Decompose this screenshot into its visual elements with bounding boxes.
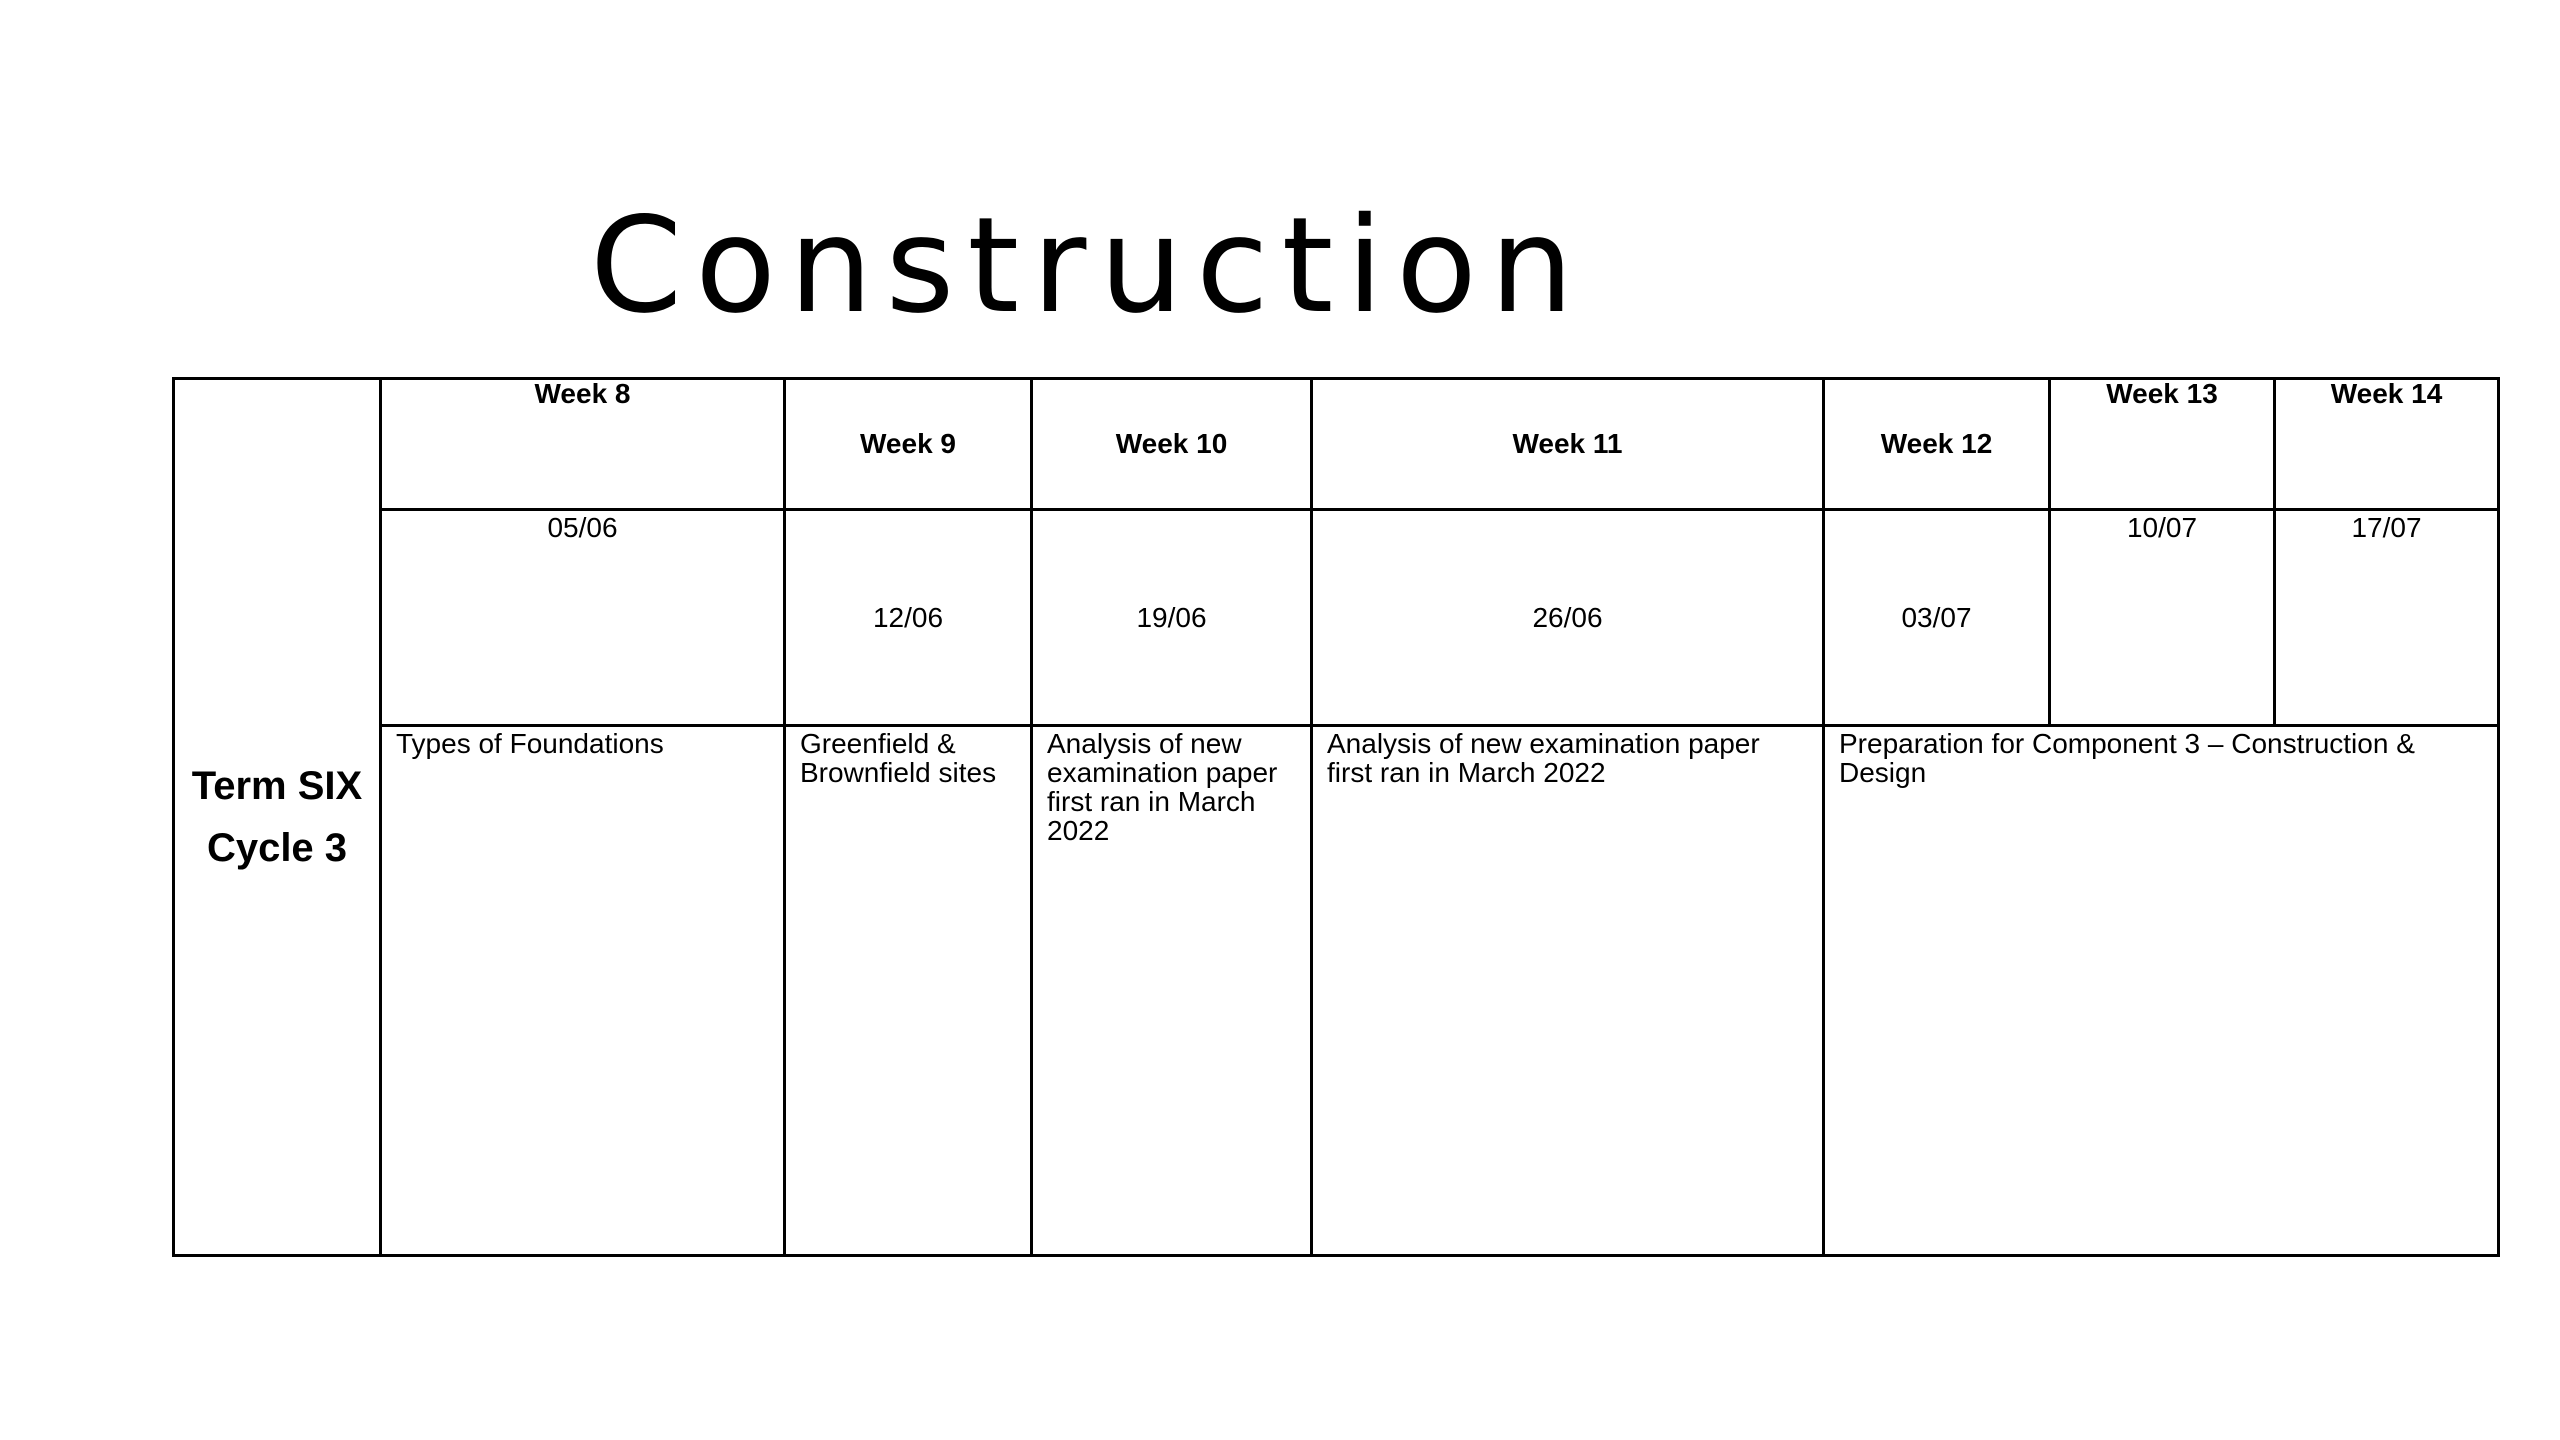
week-date-row (174, 510, 2499, 726)
term-label: Term SIX (191, 764, 363, 808)
topic-cell: Analysis of new examination paper first ran in March 2022 (1312, 726, 1824, 1256)
scheme-of-work-table (172, 377, 2500, 1257)
topic-row (174, 726, 2499, 1256)
week-date: 17/07 (2275, 510, 2499, 726)
week-header: Week 14 (2275, 379, 2499, 510)
week-header: Week 11 (1312, 379, 1824, 510)
week-header: Week 12 (1824, 379, 2050, 510)
topic-cell: Analysis of new examination paper first ran in March 2022 (1032, 726, 1312, 1256)
week-date: 10/07 (2050, 510, 2275, 726)
week-date: 26/06 (1312, 510, 1824, 726)
topic-cell: Greenfield & Brownfield sites (785, 726, 1032, 1256)
week-date: 05/06 (381, 510, 785, 726)
cycle-label: Cycle 3 (206, 826, 348, 870)
week-date: 03/07 (1824, 510, 2050, 726)
week-header: Week 13 (2050, 379, 2275, 510)
topic-cell: Preparation for Component 3 – Construction & Design (1824, 726, 2499, 1256)
week-date: 12/06 (785, 510, 1032, 726)
term-label-cell (174, 379, 381, 1256)
page-title: Construction (590, 189, 1587, 343)
week-header-row (174, 379, 2499, 510)
week-header: Week 10 (1032, 379, 1312, 510)
week-date: 19/06 (1032, 510, 1312, 726)
week-header: Week 8 (381, 379, 785, 510)
topic-cell: Types of Foundations (381, 726, 785, 1256)
week-header: Week 9 (785, 379, 1032, 510)
